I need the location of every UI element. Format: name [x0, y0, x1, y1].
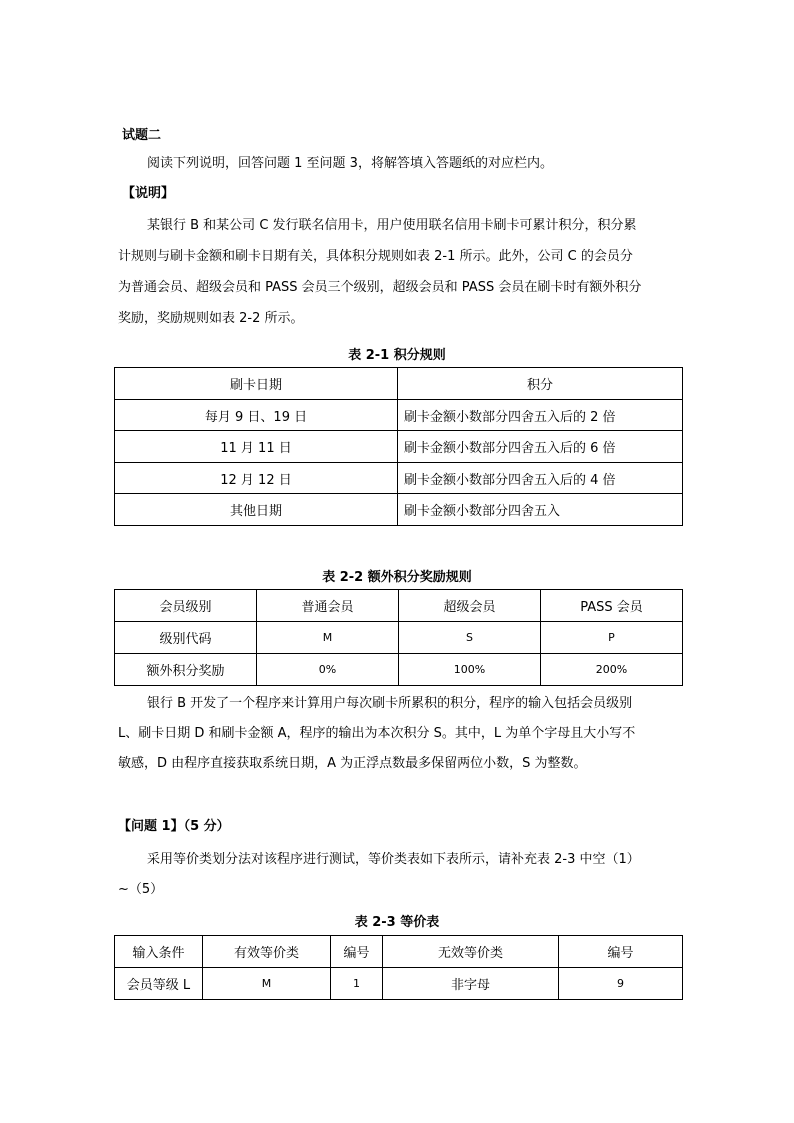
- table-header-cell: 无效等价类: [383, 936, 559, 968]
- section-label: 【说明】: [122, 186, 175, 201]
- table-row: [115, 463, 683, 494]
- table-row: [115, 654, 683, 686]
- table-header-cell: 积分: [398, 368, 683, 400]
- table-row: [115, 968, 683, 1000]
- question-heading: 试题二: [122, 128, 162, 143]
- table-cell: 11 月 11 日: [115, 431, 398, 463]
- table-cell: M: [203, 968, 331, 1000]
- table-cell: M: [257, 622, 399, 654]
- table-header-cell: 输入条件: [115, 936, 203, 968]
- table-row: [115, 622, 683, 654]
- table-cell: 超级会员: [399, 590, 541, 622]
- intro-line: 奖励，奖励规则如表 2-2 所示。: [118, 311, 304, 326]
- equivalence-table: [114, 935, 683, 1000]
- table-row: [115, 590, 683, 622]
- question1-label: 【问题 1】（5 分）: [118, 819, 230, 834]
- table-cell: 会员等级 L: [115, 968, 203, 1000]
- program-line: 银行 B 开发了一个程序来计算用户每次刷卡所累积的积分，程序的输入包括会员级别: [147, 696, 633, 711]
- table-row: [115, 400, 683, 431]
- table-cell: 其他日期: [115, 494, 398, 526]
- table-cell: 12 月 12 日: [115, 463, 398, 494]
- table-header-row: [115, 936, 683, 968]
- table-row: [115, 431, 683, 463]
- table-cell: 1: [331, 968, 383, 1000]
- table-header-cell: 编号: [331, 936, 383, 968]
- table-cell: 刷卡金额小数部分四舍五入后的 6 倍: [398, 431, 683, 463]
- table-cell: 会员级别: [115, 590, 257, 622]
- table-cell: 200%: [541, 654, 683, 686]
- question1-line: 采用等价类划分法对该程序进行测试，等价类表如下表所示，请补充表 2-3 中空（1）: [147, 852, 640, 867]
- table-header-cell: 刷卡日期: [115, 368, 398, 400]
- table3-caption: 表 2-3 等价表: [354, 915, 440, 930]
- table-cell: 级别代码: [115, 622, 257, 654]
- program-line: 敏感，D 由程序直接获取系统日期，A 为正浮点数最多保留两位小数，S 为整数。: [118, 756, 587, 771]
- table-cell: PASS 会员: [541, 590, 683, 622]
- table-cell: 0%: [257, 654, 399, 686]
- table-cell: 刷卡金额小数部分四舍五入后的 2 倍: [398, 400, 683, 431]
- table-header-cell: 有效等价类: [203, 936, 331, 968]
- intro-line: 计规则与刷卡金额和刷卡日期有关，具体积分规则如表 2-1 所示。此外，公司 C 的会员分: [118, 249, 633, 264]
- table-cell: 非字母: [383, 968, 559, 1000]
- table-cell: S: [399, 622, 541, 654]
- program-line: L、刷卡日期 D 和刷卡金额 A，程序的输出为本次积分 S。其中，L 为单个字母且大小写不: [118, 726, 636, 741]
- table-row: [115, 494, 683, 526]
- table-cell: 每月 9 日、19 日: [115, 400, 398, 431]
- table1-caption: 表 2-1 积分规则: [348, 348, 446, 363]
- table-header-cell: 编号: [559, 936, 683, 968]
- table-cell: 刷卡金额小数部分四舍五入后的 4 倍: [398, 463, 683, 494]
- table-cell: 9: [559, 968, 683, 1000]
- table-cell: 刷卡金额小数部分四舍五入: [398, 494, 683, 526]
- table-cell: P: [541, 622, 683, 654]
- intro-line: 为普通会员、超级会员和 PASS 会员三个级别，超级会员和 PASS 会员在刷卡时有额外积分: [118, 280, 642, 295]
- table-cell: 额外积分奖励: [115, 654, 257, 686]
- table2-caption: 表 2-2 额外积分奖励规则: [322, 570, 472, 585]
- points-rule-table: [114, 367, 683, 526]
- table-cell: 普通会员: [257, 590, 399, 622]
- bonus-rule-table: [114, 589, 683, 686]
- question1-line: ~（5）: [118, 882, 164, 897]
- instruction-text: 阅读下列说明，回答问题 1 至问题 3，将解答填入答题纸的对应栏内。: [147, 156, 553, 171]
- table-cell: 100%: [399, 654, 541, 686]
- intro-line: 某银行 B 和某公司 C 发行联名信用卡，用户使用联名信用卡刷卡可累计积分，积分累: [147, 218, 637, 233]
- table-header-row: [115, 368, 683, 400]
